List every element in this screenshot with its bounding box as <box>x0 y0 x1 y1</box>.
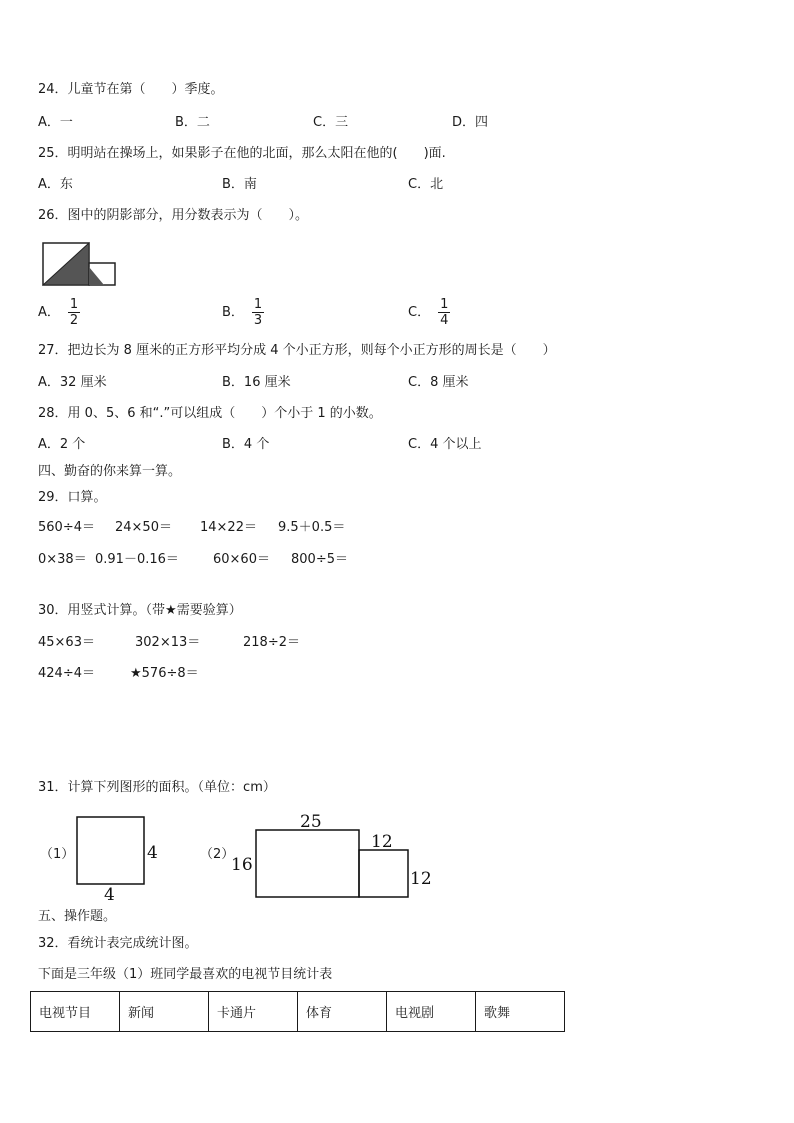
q25-option-b: B．南 <box>222 177 257 192</box>
q27-option-c: C．8 厘米 <box>408 375 469 390</box>
q25-option-c: C．北 <box>408 177 444 192</box>
q29-expr: 9.5＋0.5＝ <box>278 520 346 535</box>
figure-two-label: （2） <box>200 847 235 862</box>
square-shape <box>77 817 144 884</box>
q28-option-b: B．4 个 <box>222 437 270 452</box>
q28-option-a: A．2 个 <box>38 437 86 452</box>
large-top-label: 25 <box>300 812 322 832</box>
figure-two-composite <box>228 808 438 903</box>
q24-option-b: B．二 <box>175 115 210 130</box>
small-right-label: 12 <box>410 869 432 889</box>
table-cell: 歌舞 <box>476 992 565 1032</box>
q24-option-d: D．四 <box>452 115 489 130</box>
table-row <box>31 992 565 1032</box>
square-right-side-label: 4 <box>147 843 158 863</box>
fraction-one-quarter: $\frac{1}{4}$ <box>440 297 449 328</box>
small-top-label: 12 <box>371 832 393 852</box>
q24-option-a: A．一 <box>38 115 73 130</box>
q31-question: 31．计算下列图形的面积。（单位：cm） <box>38 780 276 795</box>
q29-expr: 800÷5＝ <box>291 552 348 567</box>
q30-expr: ★576÷8＝ <box>130 666 199 681</box>
large-rectangle <box>256 830 359 897</box>
section-five-heading: 五、操作题。 <box>38 909 117 924</box>
q26-option-a: A． $\frac{1}{2}$ <box>38 297 79 328</box>
q25-question: 25．明明站在操场上，如果影子在他的北面，那么太阳在他的( )面. <box>38 146 446 161</box>
q27-option-b: B．16 厘米 <box>222 375 291 390</box>
q27-question: 27．把边长为 8 厘米的正方形平均分成 4 个小正方形，则每个小正方形的周长是（ ） <box>38 343 556 358</box>
table-cell: 电视节目 <box>31 992 120 1032</box>
table-cell: 体育 <box>298 992 387 1032</box>
q28-question: 28．用 0、5、6 和“.”可以组成（ ）个小于 1 的小数。 <box>38 406 382 421</box>
q29-question: 29．口算。 <box>38 490 107 505</box>
q27-option-a: A．32 厘米 <box>38 375 107 390</box>
small-square <box>359 850 408 897</box>
fraction-one-third: $\frac{1}{3}$ <box>253 297 263 328</box>
table-cell: 卡通片 <box>209 992 298 1032</box>
table-cell: 电视剧 <box>387 992 476 1032</box>
q30-expr: 218÷2＝ <box>243 635 300 650</box>
figure-one-label: （1） <box>40 847 75 862</box>
figure-one-square <box>70 810 170 905</box>
table-cell: 新闻 <box>120 992 209 1032</box>
q29-expr: 60×60＝ <box>213 552 270 567</box>
table-title: 下面是三年级（1）班同学最喜欢的电视节目统计表 <box>38 967 333 982</box>
shaded-shape-figure <box>42 242 118 288</box>
square-bottom-side-label: 4 <box>104 885 115 905</box>
q29-expr: 0×38＝ <box>38 552 87 567</box>
q25-option-a: A．东 <box>38 177 73 192</box>
q30-expr: 302×13＝ <box>135 635 201 650</box>
q26-option-b: B． $\frac{1}{3}$ <box>222 297 263 328</box>
q32-question: 32．看统计表完成统计图。 <box>38 936 198 951</box>
q24-question: 24．儿童节在第（ ）季度。 <box>38 82 224 97</box>
q29-expr: 24×50＝ <box>115 520 172 535</box>
q30-expr: 45×63＝ <box>38 635 95 650</box>
large-left-label: 16 <box>231 855 253 875</box>
tv-program-table <box>30 991 565 1032</box>
q26-question: 26．图中的阴影部分，用分数表示为（ ）。 <box>38 208 309 223</box>
q24-option-c: C．三 <box>313 115 349 130</box>
fraction-one-half: $\frac{1}{2}$ <box>69 297 79 328</box>
q29-expr: 14×22＝ <box>200 520 257 535</box>
q30-expr: 424÷4＝ <box>38 666 95 681</box>
q29-expr: 560÷4＝ <box>38 520 95 535</box>
q26-option-c: C． $\frac{1}{4}$ <box>408 297 449 328</box>
q28-option-c: C．4 个以上 <box>408 437 482 452</box>
section-four-heading: 四、勤奋的你来算一算。 <box>38 464 182 479</box>
q29-expr: 0.91－0.16＝ <box>95 552 179 567</box>
q30-question: 30．用竖式计算。（带★需要验算） <box>38 603 242 618</box>
